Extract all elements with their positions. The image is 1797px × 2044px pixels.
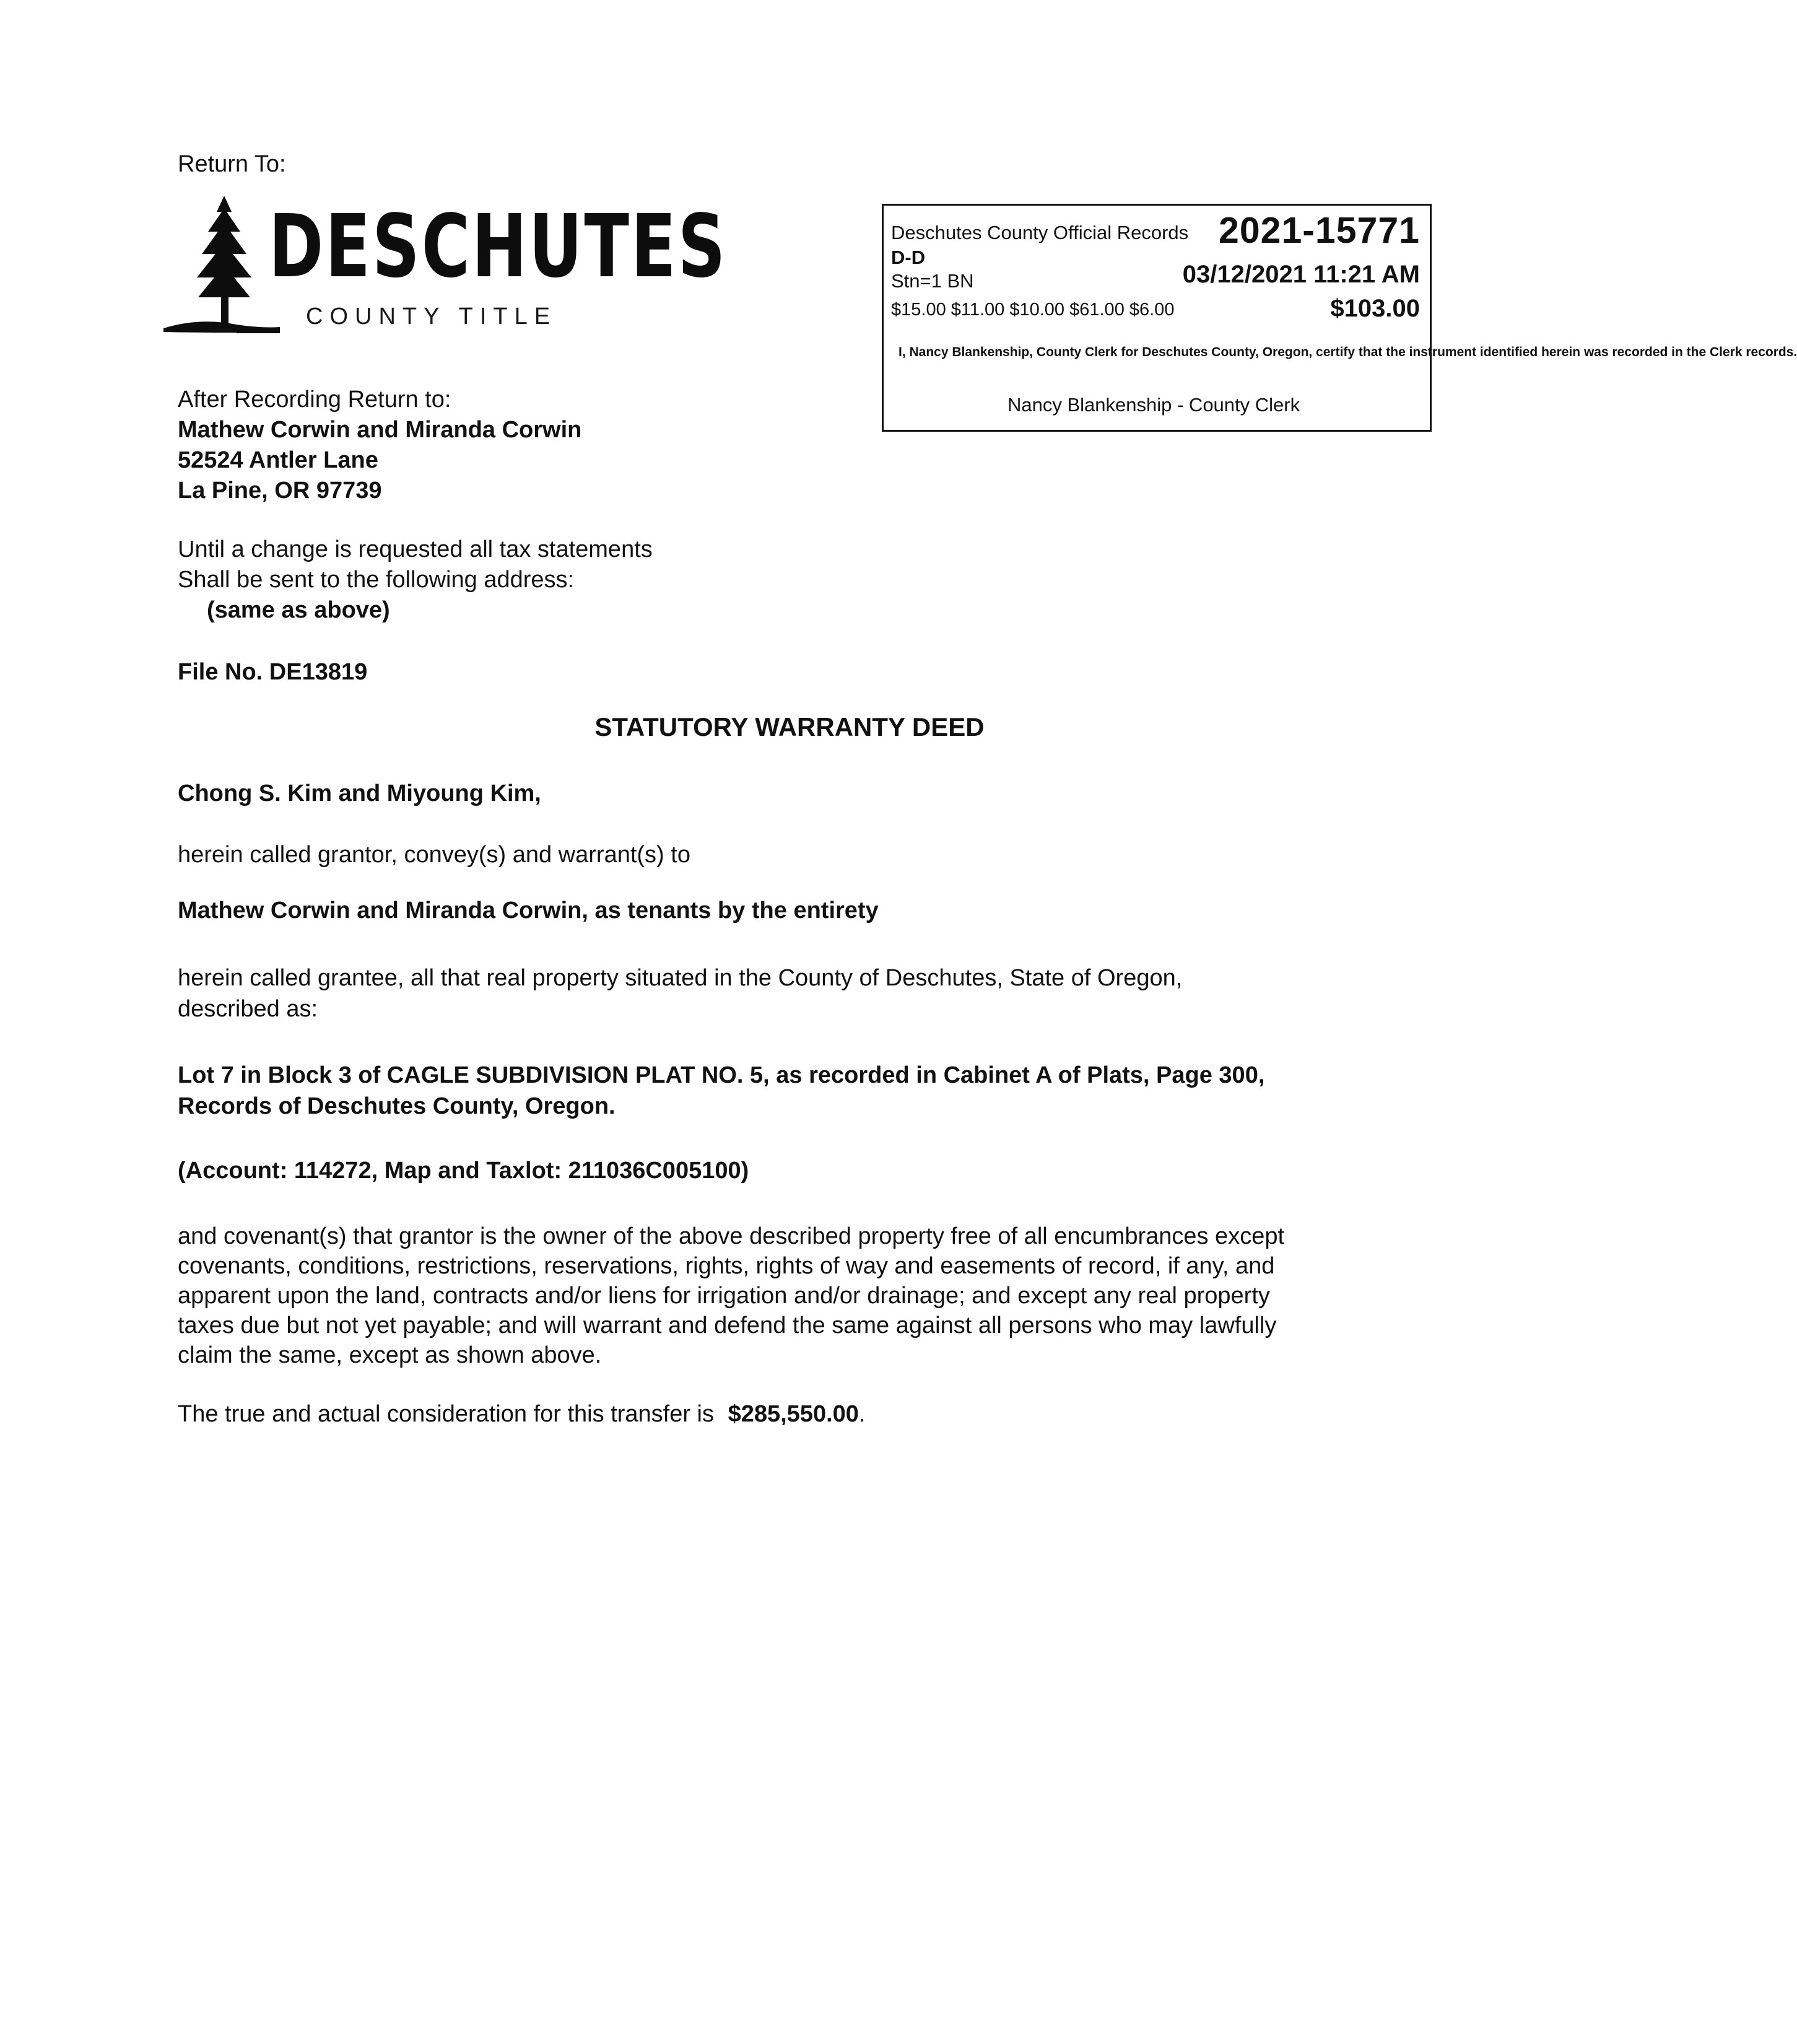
tax-address: (same as above) (207, 597, 390, 623)
legal-description-line: Lot 7 in Block 3 of CAGLE SUBDIVISION PLAT NO. 5, as recorded in Cabinet A of Plats, Page 300, (178, 1062, 1265, 1088)
covenant-line: and covenant(s) that grantor is the owner of the above described property free of all encumbrances except (178, 1223, 1285, 1249)
record-number: 2021-15771 (1219, 210, 1420, 251)
file-number: File No. DE13819 (178, 659, 368, 685)
grantee-clause-line: herein called grantee, all that real property situated in the County of Deschutes, State of Oregon, (178, 965, 1183, 991)
records-office: Deschutes County Official Records (891, 222, 1189, 243)
clerk-signature: Nancy Blankenship - County Clerk (1007, 394, 1300, 416)
logo-subtitle: COUNTY TITLE (306, 304, 557, 330)
tax-statement-line: Shall be sent to the following address: (178, 567, 575, 593)
logo-wordmark: DESCHUTES (269, 196, 728, 297)
consideration-text: The true and actual consideration for this transfer is (178, 1401, 715, 1427)
covenant-line: claim the same, except as shown above. (178, 1342, 602, 1368)
tax-statement-line: Until a change is requested all tax statements (178, 536, 653, 562)
fee-total: $103.00 (1330, 295, 1420, 322)
covenant-line: covenants, conditions, restrictions, reservations, rights, rights of way and easements of record, if any, and (178, 1253, 1275, 1279)
covenant-line: taxes due but not yet payable; and will warrant and defend the same against all persons who may lawfully (178, 1312, 1277, 1339)
recorded-datetime: 03/12/2021 11:21 AM (1182, 261, 1420, 288)
return-address-line: La Pine, OR 97739 (178, 478, 382, 504)
grantee-names: Mathew Corwin and Miranda Corwin, as tenants by the entirety (178, 898, 879, 924)
pine-tree-icon (162, 193, 286, 342)
grantee-clause-line: described as: (178, 996, 318, 1022)
return-address-line: Mathew Corwin and Miranda Corwin (178, 417, 582, 443)
legal-description-line: Records of Deschutes County, Oregon. (178, 1093, 616, 1119)
recording-stamp (882, 204, 1797, 432)
grantor-names: Chong S. Kim and Miyoung Kim, (178, 780, 541, 806)
return-address-line: 52524 Antler Lane (178, 447, 378, 473)
grantor-clause: herein called grantor, convey(s) and warrant(s) to (178, 842, 690, 868)
covenant-line: apparent upon the land, contracts and/or liens for irrigation and/or drainage; and except any real property (178, 1283, 1270, 1309)
return-to-label: Return To: (178, 151, 286, 177)
station-id: Stn=1 BN (891, 270, 974, 292)
document-type: D-D (891, 247, 926, 268)
fee-list: $15.00 $11.00 $10.00 $61.00 $6.00 (891, 300, 1175, 320)
deschutes-county-title-logo (162, 193, 728, 342)
consideration-period: . (858, 1401, 866, 1427)
account-taxlot: (Account: 114272, Map and Taxlot: 211036C005100) (178, 1158, 749, 1184)
consideration-statement (178, 1399, 865, 1430)
clerk-certification: I, Nancy Blankenship, County Clerk for Deschutes County, Oregon, certify that the instrument identified herein was recorded in the Clerk records. (898, 345, 1797, 359)
deed-title: STATUTORY WARRANTY DEED (594, 712, 985, 741)
after-recording-label: After Recording Return to: (178, 387, 451, 413)
consideration-amount: $285,550.00 (728, 1401, 859, 1427)
